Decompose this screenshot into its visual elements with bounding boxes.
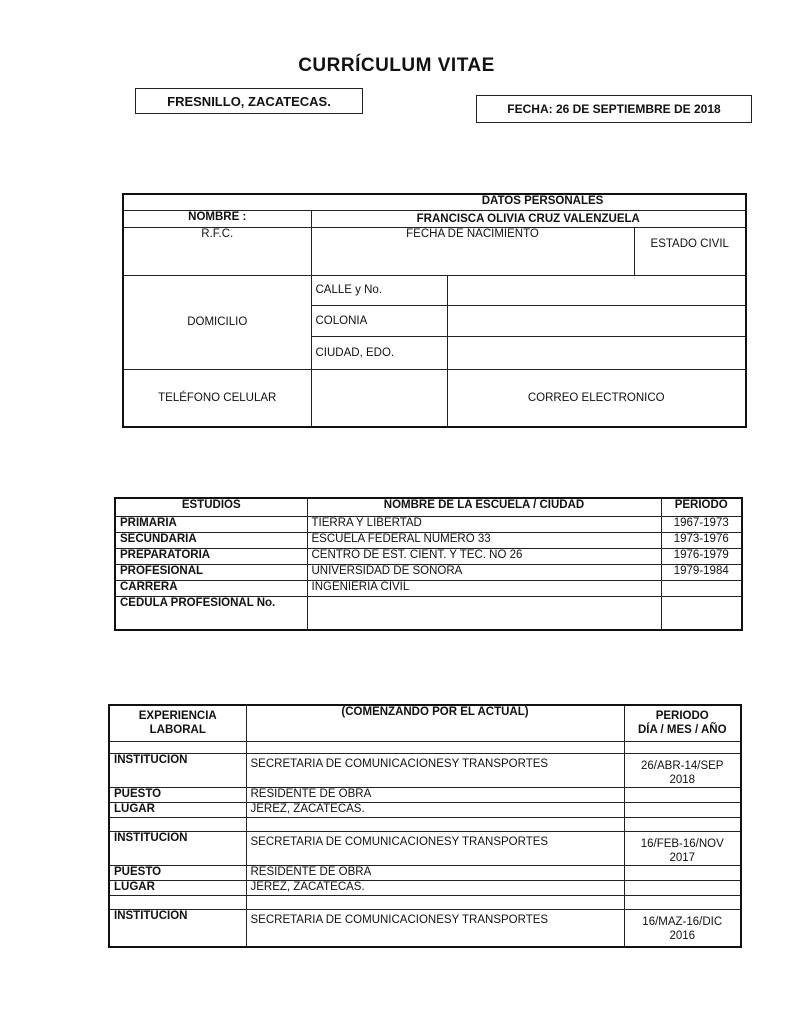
empty-cell	[624, 802, 741, 817]
studies-table	[114, 497, 743, 631]
address-label: DOMICILIO	[123, 275, 311, 369]
colony-value	[447, 305, 746, 336]
institution-value: SECRETARIA DE COMUNICACIONESY TRANSPORTES	[246, 831, 624, 865]
spacer-cell	[624, 817, 741, 831]
email-label: CORREO ELECTRONICO	[447, 369, 746, 427]
institution-label: INSTITUCIÓN	[109, 753, 246, 787]
name-label: NOMBRE :	[123, 210, 311, 227]
study-level: CARRERA	[115, 580, 307, 596]
phone-value	[311, 369, 447, 427]
spacer-cell	[624, 741, 741, 753]
period-range: 16/MAZ-16/DIC	[642, 915, 723, 928]
experience-header	[109, 705, 246, 741]
school-header: NOMBRE DE LA ESCUELA / CIUDAD	[307, 498, 661, 516]
studies-header: ESTUDIOS	[115, 498, 307, 516]
period-range: 26/ABR-14/SEP	[641, 759, 724, 772]
spacer-cell	[246, 895, 624, 909]
study-school: CENTRO DE EST. CIENT. Y TEC. NO 26	[307, 548, 661, 564]
period-year: 2018	[669, 773, 696, 786]
experience-header-line-2: LABORAL	[149, 724, 206, 737]
birth-date-label: FECHA DE NACIMIENTO	[311, 227, 634, 275]
study-level: CÉDULA PROFESIONAL No.	[115, 596, 307, 630]
civil-status-label: ESTADO CIVIL	[634, 227, 746, 275]
colony-label: COLONIA	[311, 305, 447, 336]
experience-period	[624, 909, 741, 947]
phone-label: TELÉFONO CELULAR	[123, 369, 311, 427]
spacer-cell	[109, 741, 246, 753]
street-value	[447, 275, 746, 305]
experience-period	[624, 753, 741, 787]
institution-label: INSTITUCIÓN	[109, 831, 246, 865]
study-period: 1967-1973	[661, 516, 742, 532]
experience-period	[624, 831, 741, 865]
institution-value: SECRETARIA DE COMUNICACIONESY TRANSPORTES	[246, 753, 624, 787]
position-value: RESIDENTE DE OBRA	[246, 865, 624, 880]
study-level: PRIMARIA	[115, 516, 307, 532]
study-school: ESCUELA FEDERAL NUMERO 33	[307, 532, 661, 548]
date-box: FECHA: 26 DE SEPTIEMBRE DE 2018	[476, 95, 752, 123]
document-title: CURRÍCULUM VITAE	[298, 55, 495, 76]
period-year: 2017	[669, 851, 696, 864]
name-value: FRANCISCA OLIVIA CRUZ VALENZUELA	[311, 210, 746, 227]
study-period: 1979-1984	[661, 564, 742, 580]
empty-cell	[624, 865, 741, 880]
period-year: 2016	[669, 929, 696, 942]
experience-description-header: (COMENZANDO POR EL ACTUAL)	[246, 705, 624, 741]
study-level: PREPARATORIA	[115, 548, 307, 564]
study-level: PROFESIONAL	[115, 564, 307, 580]
spacer-cell	[109, 817, 246, 831]
experience-header-line-1: EXPERIENCIA	[138, 710, 217, 723]
study-period: 1976-1979	[661, 548, 742, 564]
personal-data-table	[122, 193, 747, 428]
study-school: TIERRA Y LIBERTAD	[307, 516, 661, 532]
spacer-cell	[624, 895, 741, 909]
spacer-cell	[246, 817, 624, 831]
place-label: LUGAR	[109, 802, 246, 817]
period-header-line-1: PERIODO	[655, 710, 709, 723]
study-school	[307, 596, 661, 630]
place-value: JEREZ, ZACATECAS.	[246, 802, 624, 817]
street-label: CALLE y No.	[311, 275, 447, 305]
empty-cell	[624, 787, 741, 802]
study-period	[661, 596, 742, 630]
period-header: PERIODO	[661, 498, 742, 516]
city-label: CIUDAD, EDO.	[311, 336, 447, 369]
period-header-line-2: DÍA / MES / AÑO	[637, 724, 727, 737]
spacer-cell	[246, 741, 624, 753]
position-value: RESIDENTE DE OBRA	[246, 787, 624, 802]
study-level: SECUNDARIA	[115, 532, 307, 548]
rfc-label: R.F.C.	[123, 227, 311, 275]
empty-cell	[624, 880, 741, 895]
position-label: PUESTO	[109, 787, 246, 802]
study-period: 1973-1976	[661, 532, 742, 548]
position-label: PUESTO	[109, 865, 246, 880]
experience-period-header	[624, 705, 741, 741]
period-range: 16/FEB-16/NOV	[640, 837, 724, 850]
city-value	[447, 336, 746, 369]
place-label: LUGAR	[109, 880, 246, 895]
institution-value: SECRETARIA DE COMUNICACIONESY TRANSPORTES	[246, 909, 624, 947]
personal-section-title: DATOS PERSONALES	[123, 194, 746, 210]
spacer-cell	[109, 895, 246, 909]
study-school: UNIVERSIDAD DE SONORA	[307, 564, 661, 580]
study-school: INGENIERIA CIVIL	[307, 580, 661, 596]
place-value: JEREZ, ZACATECAS.	[246, 880, 624, 895]
study-period	[661, 580, 742, 596]
place-box: FRESNILLO, ZACATECAS.	[135, 88, 363, 114]
experience-table	[108, 704, 742, 948]
institution-label: INSTITUCIÓN	[109, 909, 246, 947]
